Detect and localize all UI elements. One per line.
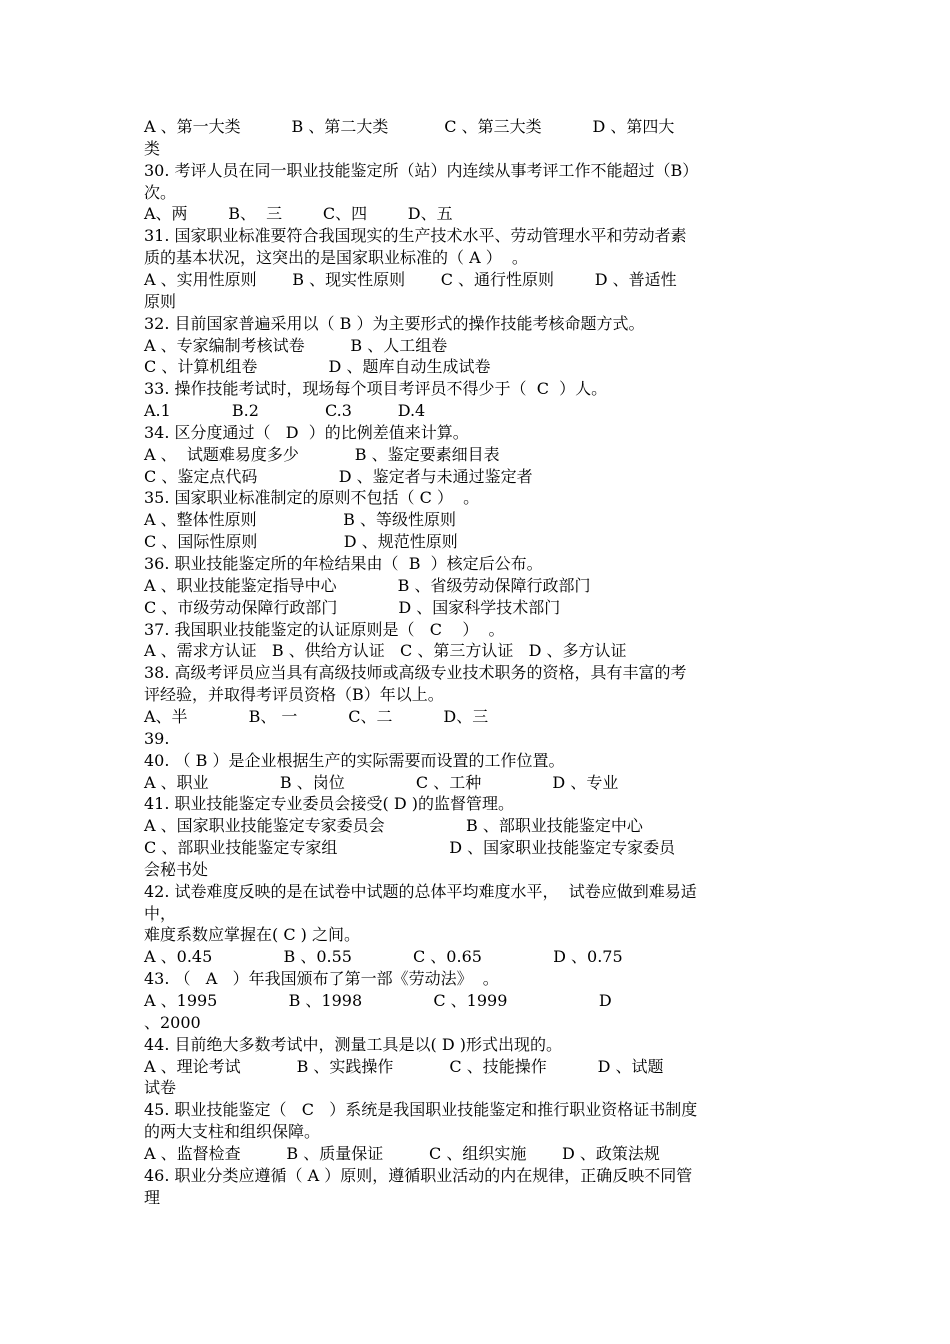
- text-line: 30. 考评人员在同一职业技能鉴定所（站）内连续从事考评工作不能超过（B）: [144, 160, 699, 180]
- text-line: 理: [144, 1187, 161, 1207]
- text-line: 中，: [144, 903, 177, 923]
- text-line: 会秘书处: [144, 859, 209, 879]
- text-line: A 、专家编制考核试卷 B 、人工组卷: [144, 335, 448, 355]
- text-line: 评经验，并取得考评员资格（B）年以上。: [144, 685, 444, 705]
- text-line: A 、0.45 B 、0.55 C 、0.65 D 、0.75: [144, 947, 623, 967]
- text-line: A 、1995 B 、1998 C 、1999 D: [144, 991, 612, 1010]
- text-line: A 、 试题难易度多少 B 、鉴定要素细目表: [144, 444, 500, 464]
- text-line: 45. 职业技能鉴定（ C ）系统是我国职业技能鉴定和推行职业资格证书制度: [144, 1100, 698, 1120]
- text-line: A 、职业 B 、岗位 C 、工种 D 、专业: [144, 772, 619, 792]
- text-line: 31. 国家职业标准要符合我国现实的生产技术水平、劳动管理水平和劳动者素: [144, 226, 687, 246]
- text-line: A.1 B.2 C.3 D.4: [144, 401, 426, 421]
- text-line: 难度系数应掌握在( C ) 之间。: [144, 925, 360, 945]
- text-line: A 、实用性原则 B 、现实性原则 C 、通行性原则 D 、普适性: [144, 269, 677, 289]
- text-line: A 、第一大类 B 、第二大类 C 、第三大类 D 、第四大: [144, 117, 675, 136]
- text-line: A 、国家职业技能鉴定专家委员会 B 、部职业技能鉴定中心: [144, 816, 643, 836]
- text-line: C 、市级劳动保障行政部门 D 、国家科学技术部门: [144, 597, 561, 617]
- text-line: A 、职业技能鉴定指导中心 B 、省级劳动保障行政部门: [144, 575, 591, 595]
- text-line: 41. 职业技能鉴定专业委员会接受( D )的监督管理。: [144, 794, 515, 814]
- text-line: 质的基本状况，这突出的是国家职业标准的（ A ） 。: [144, 248, 528, 268]
- text-line: A 、监督检查 B 、质量保证 C 、组织实施 D 、政策法规: [144, 1143, 660, 1163]
- text-line: 的两大支柱和组织保障。: [144, 1122, 321, 1142]
- text-line: 次。: [144, 182, 177, 202]
- text-line: 34. 区分度通过（ D ）的比例差值来计算。: [144, 422, 469, 442]
- text-line: A、半 B、 一 C、二 D、三: [144, 706, 489, 726]
- text-line: C 、鉴定点代码 D 、鉴定者与未通过鉴定者: [144, 466, 533, 486]
- text-line: 试卷: [144, 1078, 177, 1098]
- text-line: 36. 职业技能鉴定所的年检结果由（ B ）核定后公布。: [144, 554, 543, 573]
- text-line: 46. 职业分类应遵循（ A ）原则，遵循职业活动的内在规律，正确反映不同管: [144, 1165, 693, 1185]
- text-line: 38. 高级考评员应当具有高级技师或高级专业技术职务的资格，具有丰富的考: [144, 663, 687, 683]
- text-line: 33. 操作技能考试时，现场每个项目考评员不得少于（ C ）人。: [144, 379, 608, 399]
- text-line: C 、国际性原则 D 、规范性原则: [144, 532, 458, 552]
- text-line: A、两 B、 三 C、四 D、五: [144, 204, 453, 224]
- text-line: C 、计算机组卷 D 、题库自动生成试卷: [144, 357, 491, 377]
- text-line: A 、整体性原则 B 、等级性原则: [144, 510, 456, 530]
- text-line: 37. 我国职业技能鉴定的认证原则是（ C ） 。: [144, 619, 505, 639]
- text-line: C 、部职业技能鉴定专家组 D 、国家职业技能鉴定专家委员: [144, 838, 676, 858]
- text-line: 35. 国家职业标准制定的原则不包括（ C ） 。: [144, 488, 480, 508]
- text-line: 39.: [144, 728, 170, 748]
- text-line: A 、理论考试 B 、实践操作 C 、技能操作 D 、试题: [144, 1056, 664, 1076]
- text-line: 40. （ B ）是企业根据生产的实际需要而设置的工作位置。: [144, 750, 565, 770]
- text-line: 32. 目前国家普遍采用以（ B ）为主要形式的操作技能考核命题方式。: [144, 313, 645, 333]
- text-line: 44. 目前绝大多数考试中，测量工具是以( D )形式出现的。: [144, 1034, 563, 1054]
- text-line: 43. （ A ）年我国颁布了第一部《劳动法》 。: [144, 969, 499, 989]
- text-line: 原则: [144, 291, 177, 311]
- text-line: 、2000: [144, 1012, 201, 1032]
- text-line: 类: [144, 138, 161, 158]
- text-line: 42. 试卷难度反映的是在试卷中试题的总体平均难度水平， 试卷应做到难易适: [144, 881, 697, 901]
- text-line: A 、需求方认证 B 、供给方认证 C 、第三方认证 D 、多方认证: [144, 641, 627, 661]
